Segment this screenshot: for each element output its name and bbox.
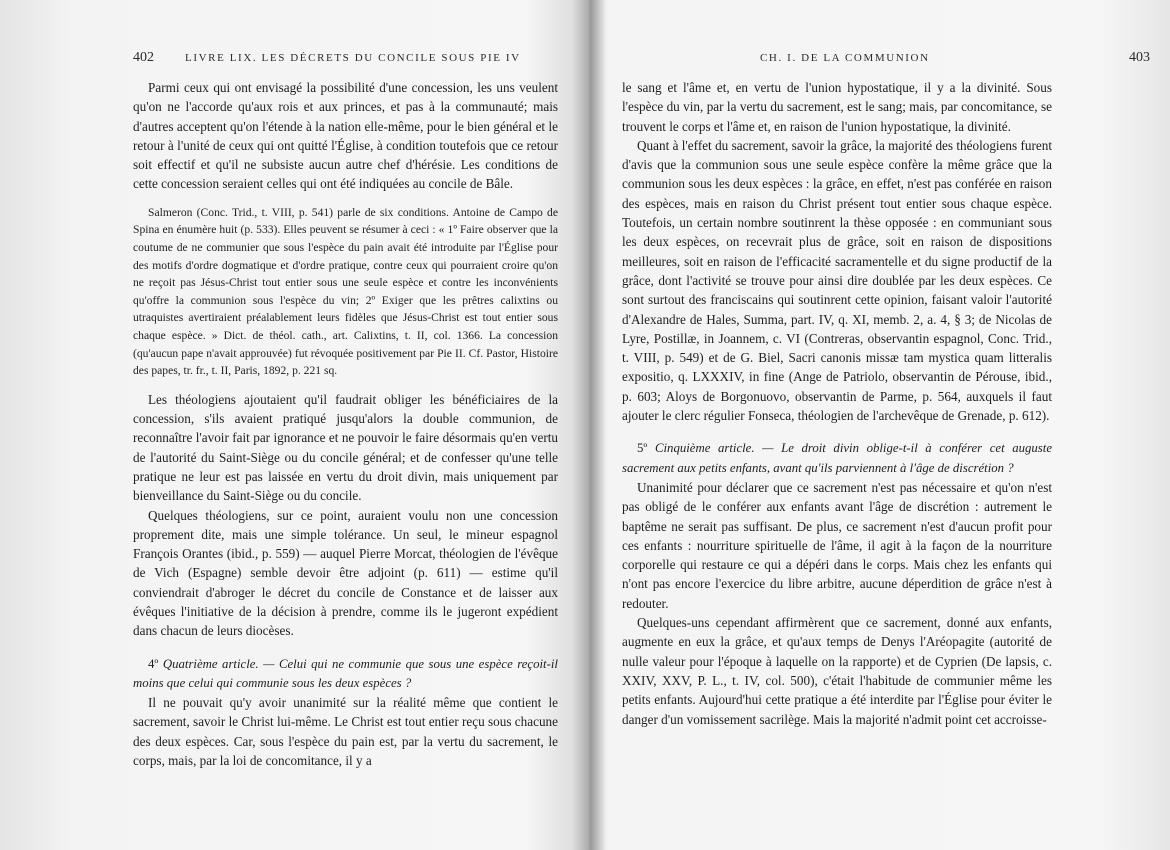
paragraph: Quelques théologiens, sur ce point, auraient voulu non une concession proprement dite, mais une simple tolérance. Un seul, le mineur espagnol François Orantes (ibid., p. 559) — auquel Pierre Morcat, théologien de l'évêque de Vich (Espagne) semble devoir être adjoint (p. 611) — estime qu'il conviendrait d'abroger le décret du concile de Constance et de laisser aux évêques l'initiative de la décision à prendre, comme ils le jugeront expédient dans chacun de leurs diocèses. — [133, 507, 558, 639]
paragraph: Les théologiens ajoutaient qu'il faudrait obliger les bénéficiaires de la concession, s'ils avaient pratiqué jusqu'alors la double communion, de reconnaître l'avoir fait par ignorance et ne pouvoir le faire désormais qu'en vertu de l'autorité du Saint-Siège ou du concile général; et de confesser qu'une telle pratique ne leur est pas laissée en vertu du droit divin, mais uniquement par bienveillance du Saint-Siège ou du concile. — [133, 391, 558, 504]
paragraph: Quelques-uns cependant affirmèrent que ce sacrement, donné aux enfants, augmente en eux la grâce, et qu'aux temps de Denys l'Aréopagite (autorité de nulle valeur pour l'époque à laquelle on la rapporte) et de Cyprien (De lapsis, c. XXIV, XXV, P. L., t. IV, col. 500), c'était l'habitude de communier même les petits enfants. Aujourd'hui cette pratique a été interdite par l'Église pour éviter le danger d'un vomissement sacrilège. Mais la majorité n'admit point cet accroisse- — [622, 615, 1052, 727]
paragraph: Unanimité pour déclarer que ce sacrement n'est pas nécessaire et qu'on n'est pas obligé de le conférer aux enfants avant l'âge de discrétion : autrement le baptême ne serait pas suffisant. De plus, ce sacrement n'est d'aucun profit pour ces enfants : nourriture spirituelle de l'âme, il agit à la façon de la nourriture corporelle qui restaure ce qui a dépéri dans le corps. Mais chez les enfants qui n'ont pas encore l'exercice du libre arbitre, aucune déperdition de grâce n'est à redouter. — [622, 479, 1052, 611]
left-page-number: 402 — [133, 50, 154, 65]
section-number: 4º — [148, 656, 159, 671]
section-title: Cinquième article. — Le droit divin oblige-t-il à conférer cet auguste sacrement aux petits enfants, avant qu'ils parviennent à l'âge de discrétion ? — [622, 441, 1053, 475]
right-page — [600, 0, 1170, 850]
paragraph: Il ne pouvait qu'y avoir unanimité sur la réalité même que contient le sacrement, savoir le Christ lui-même. Le Christ est tout entier reçu sous chacune des deux espèces. Car, sous l'espèce du pain est, par la vertu du sacrement, le corps, mais, par la loi de concomitance, il y a — [133, 695, 558, 769]
right-page-number: 403 — [1129, 50, 1150, 65]
right-running-head: CH. I. DE LA COMMUNION — [760, 52, 930, 64]
left-running-head: LIVRE LIX. LES DÉCRETS DU CONCILE SOUS PIE IV — [185, 52, 521, 64]
paragraph: le sang et l'âme et, en vertu de l'union hypostatique, il y a la divinité. Sous l'espèce du vin, par la vertu du sacrement, est le sang; mais, par concomitance, se trouvent le corps et l'âme et, en raison de l'union hypostatique, la divinité. — [622, 80, 1052, 134]
section-heading — [622, 439, 1052, 478]
right-text-column — [622, 78, 1052, 729]
paragraph: Quant à l'effet du sacrement, savoir la grâce, la majorité des théologiens furent d'avis que la communion sous une seule espèce confère la même grâce que la communion sous les deux espèces : la grâce, en effet, n'est pas conférée en raison des espèces, mais en raison du Christ présent tout entier sous chaque espèce. Toutefois, un certain nombre soutinrent la thèse opposée : en communiant sous les deux espèces, on recevrait plus de grâce, soit en raison de dispositions meilleures, soit en raison de l'efficacité sacramentelle et du signe productif de la grâce, dont l'activité se trouve pour ainsi dire doublée par les deux espèces. Ce sont surtout des franciscains qui soutinrent cette opinion, faisant valoir l'autorité d'Alexandre de Hales, Summa, part. IV, q. XI, memb. 2, a. 4, § 3; de Nicolas de Lyre, Postillæ, in Joannem, c. VI (Contreras, observantin espagnol, Conc. Trid., t. VIII, p. 549) et de G. Biel, Sacri canonis missæ tam mystica quam litteralis expositio, q. LXXXIV, in fine (Ange de Patriolo, observantin de Pérouse, ibid., p. 603; Aloys de Borgonuovo, observantin de Parme, p. 564, auxquels il faut ajouter le clerc régulier Fonseca, théologien de l'archevêque de Grenade, p. 612). — [622, 137, 1052, 424]
section-heading — [133, 655, 558, 694]
left-page — [0, 0, 580, 850]
note-paragraph: Salmeron (Conc. Trid., t. VIII, p. 541) parle de six conditions. Antoine de Campo de Spina en énumère huit (p. 533). Elles peuvent se résumer à ceci : « 1º Faire observer que la coutume de ne communier que sous l'espèce du pain avait été introduite par l'Église pour des motifs d'ordre dogmatique et d'ordre pratique, contre ceux qui pourraient croire qu'on ne reçoit pas Jésus-Christ tout entier sous une seule espèce et contre les inconvénients qu'offre la communion sous l'espèce du vin; 2º Exiger que les prêtres calixtins ou utraquistes avertiraient préalablement leurs fidèles que Jésus-Christ est tout entier sous chaque espèce. » Dict. de théol. cath., art. Calixtins, t. II, col. 1366. La concession (qu'aucun pape n'avait approuvée) fut révoquée positivement par Pie II. Cf. Pastor, Histoire des papes, tr. fr., t. II, Paris, 1892, p. 221 sq. — [133, 205, 558, 378]
section-title: Quatrième article. — Celui qui ne communie que sous une espèce reçoit-il moins que celui qui communie sous les deux espèces ? — [133, 656, 558, 690]
paragraph: Parmi ceux qui ont envisagé la possibilité d'une concession, les uns veulent qu'on ne l'accorde qu'aux rois et aux princes, et pas à la communauté; mais d'autres acceptent qu'on l'étende à la nation elle-même, pour le bien général et le retour à l'unité de ceux qui ont quitté l'Église, à condition toutefois que ce retour soit effectif et qu'il ne subsiste aucun autre chef d'hérésie. Les conditions de cette concession seraient celles qui ont été indiquées au concile de Bâle. — [133, 80, 558, 192]
section-number: 5º — [637, 441, 648, 456]
left-text-column — [133, 78, 558, 770]
